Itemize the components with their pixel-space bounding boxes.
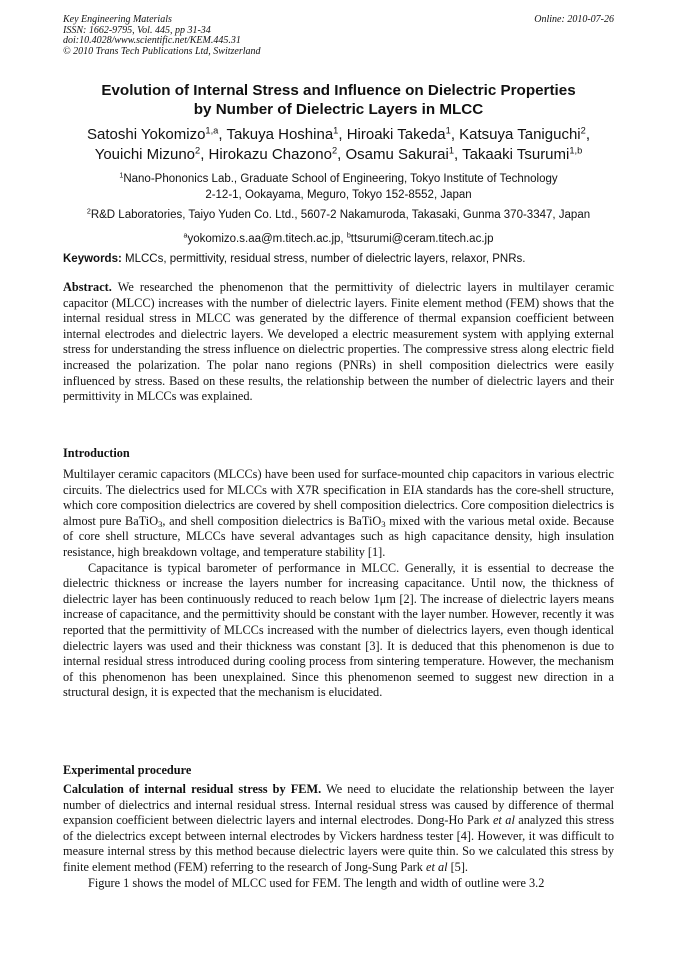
paragraph: Figure 1 shows the model of MLCC used for FEM. The length and width of outline were 3.2: [88, 875, 545, 890]
copyright-line: © 2010 Trans Tech Publications Ltd, Switzerland: [63, 45, 261, 57]
author: Youichi Mizuno$^2$,: [94, 145, 209, 163]
experimental-heading: Experimental procedure: [63, 763, 192, 777]
subsection-label: Calculation of internal residual stress by FEM.: [63, 782, 322, 796]
abstract: [63, 280, 614, 405]
author: Hiroaki Takeda$^1$,: [346, 125, 460, 143]
journal-header: [63, 15, 383, 57]
keywords: [63, 251, 614, 267]
affiliation-2: $^2$R&D Laboratories, Taiyo Yuden Co. Ltd., 5607-2 Nakamuroda, Takasaki, Gunma 370-3347, Japan: [86, 207, 591, 221]
author: Takaaki Tsurumi$^{1,b}$: [462, 145, 583, 163]
author: Katsuya Taniguchi$^2$,: [459, 125, 590, 143]
experimental-body: [63, 782, 614, 891]
abstract-label: Abstract.: [63, 280, 112, 294]
introduction-body: [63, 467, 614, 701]
author-list: [58, 125, 619, 165]
author: Osamu Sakurai$^1$,: [345, 145, 463, 163]
author-emails: $^a$yokomizo.s.aa@m.titech.ac.jp, $^b$ttsurumi@ceram.titech.ac.jp: [183, 231, 494, 245]
title-line-2: by Number of Dielectric Layers in MLCC: [193, 101, 484, 118]
doi-line: doi:10.4028/www.scientific.net/KEM.445.31: [63, 35, 241, 46]
author: Hirokazu Chazono$^2$,: [208, 145, 346, 163]
title-line-1: Evolution of Internal Stress and Influence on Dielectric Properties: [101, 82, 576, 99]
paragraph: Capacitance is typical barometer of performance in MLCC. Generally, it is essential to decrease the dielectric thickness or increase the layers number for increasing capacitance. Until now, the thickness of dielectric layer has been continuously reduced to reach below 1μm [2]. The increase of dielectric layers means increase of capacitance, and the permittivity should be constant with the layer number. However, recently it was reported that the permittivity of MLCCs increased with the number of dielectrics layers, even though identical dielectric layers was used and their thickness was constant [3]. It is deduced that this phenomenon is due to internal residual stress introduced during cooling process from sintering temperature. However, the mechanism of this phenomenon has been unexplained. Since this phenomenon seemed to suggest new direction in a structural design, it is expected that the mechanism is elucidated.: [63, 560, 614, 700]
online-date: Online: 2010-07-26: [534, 14, 614, 25]
keywords-text: MLCCs, permittivity, residual stress, number of dielectric layers, relaxor, PNRs.: [121, 253, 526, 265]
introduction-heading: Introduction: [63, 446, 130, 460]
email-a: yokomizo.s.aa@m.titech.ac.jp,: [187, 233, 347, 245]
paragraph: Multilayer ceramic capacitors (MLCCs) have been used for surface-mounted chip capacitors in various electric circuits. The dielectrics used for MLCCs with X7R specification in EIA standards has the core-shell structure, which core composition dielectrics are covered by shell composition dielectrics. Core composition dielectrics is almost pure BaTiO$_3$, and shell composition dielectrics is BaTiO$_3$ mixed with the various metal oxide. Because of core shell structure, MLCCs have several advantages such as high capacitance density, high insulation resistance, high breakdown voltage, and temperature stability [1].: [63, 467, 614, 559]
paragraph: Calculation of internal residual stress by FEM. We need to elucidate the relationship between the layer number of dielectrics and internal residual stress. Internal residual stress was caused by difference of thermal expansion coefficient between dielectric layers and internal electrodes. Dong-Ho Park et al analyzed this stress of the dielectrics except between internal electrodes by Vickers hardness tester [4]. However, it was difficult to measure internal stress by this method because dielectric layers were quite thin. So we calculated this stress by finite element method (FEM) referring to the research of Jong-Sung Park et al [5].: [63, 782, 614, 874]
affiliation-1: $^1$Nano-Phononics Lab., Graduate School of Engineering, Tokyo Institute of Technology 2-12-1, Ookayama, Meguro, Tokyo 152-8552, Japan: [119, 171, 558, 201]
abstract-text: We researched the phenomenon that the permittivity of dielectric layers in multilayer ceramic capacitor (MLCC) increases with the number of dielectric layers. Finite element method (FEM) shows that the internal residual stress in MLCC was generated by the difference of thermal expansion coefficient between internal electrodes and dielectric layers. We developed a electric measurement system with applying external stress for understanding the stress influence on dielectric properties. The compressive stress along electric field increased the polarization. The polar nano regions (PNRs) in shell composition dielectrics were easily influenced by stress. Based on these results, the relationship between the number of dielectric layers and their permittivity in MLCCs was explained.: [63, 280, 614, 404]
email-b: ttsurumi@ceram.titech.ac.jp: [350, 233, 494, 245]
author: Takuya Hoshina$^1$,: [226, 125, 347, 143]
keywords-label: Keywords:: [63, 253, 122, 265]
paper-title: [63, 81, 614, 119]
journal-name: Key Engineering Materials: [63, 14, 172, 25]
issn-line: ISSN: 1662-9795, Vol. 445, pp 31-34: [63, 24, 211, 36]
author: Satoshi Yokomizo$^{1,a}$,: [87, 125, 227, 143]
